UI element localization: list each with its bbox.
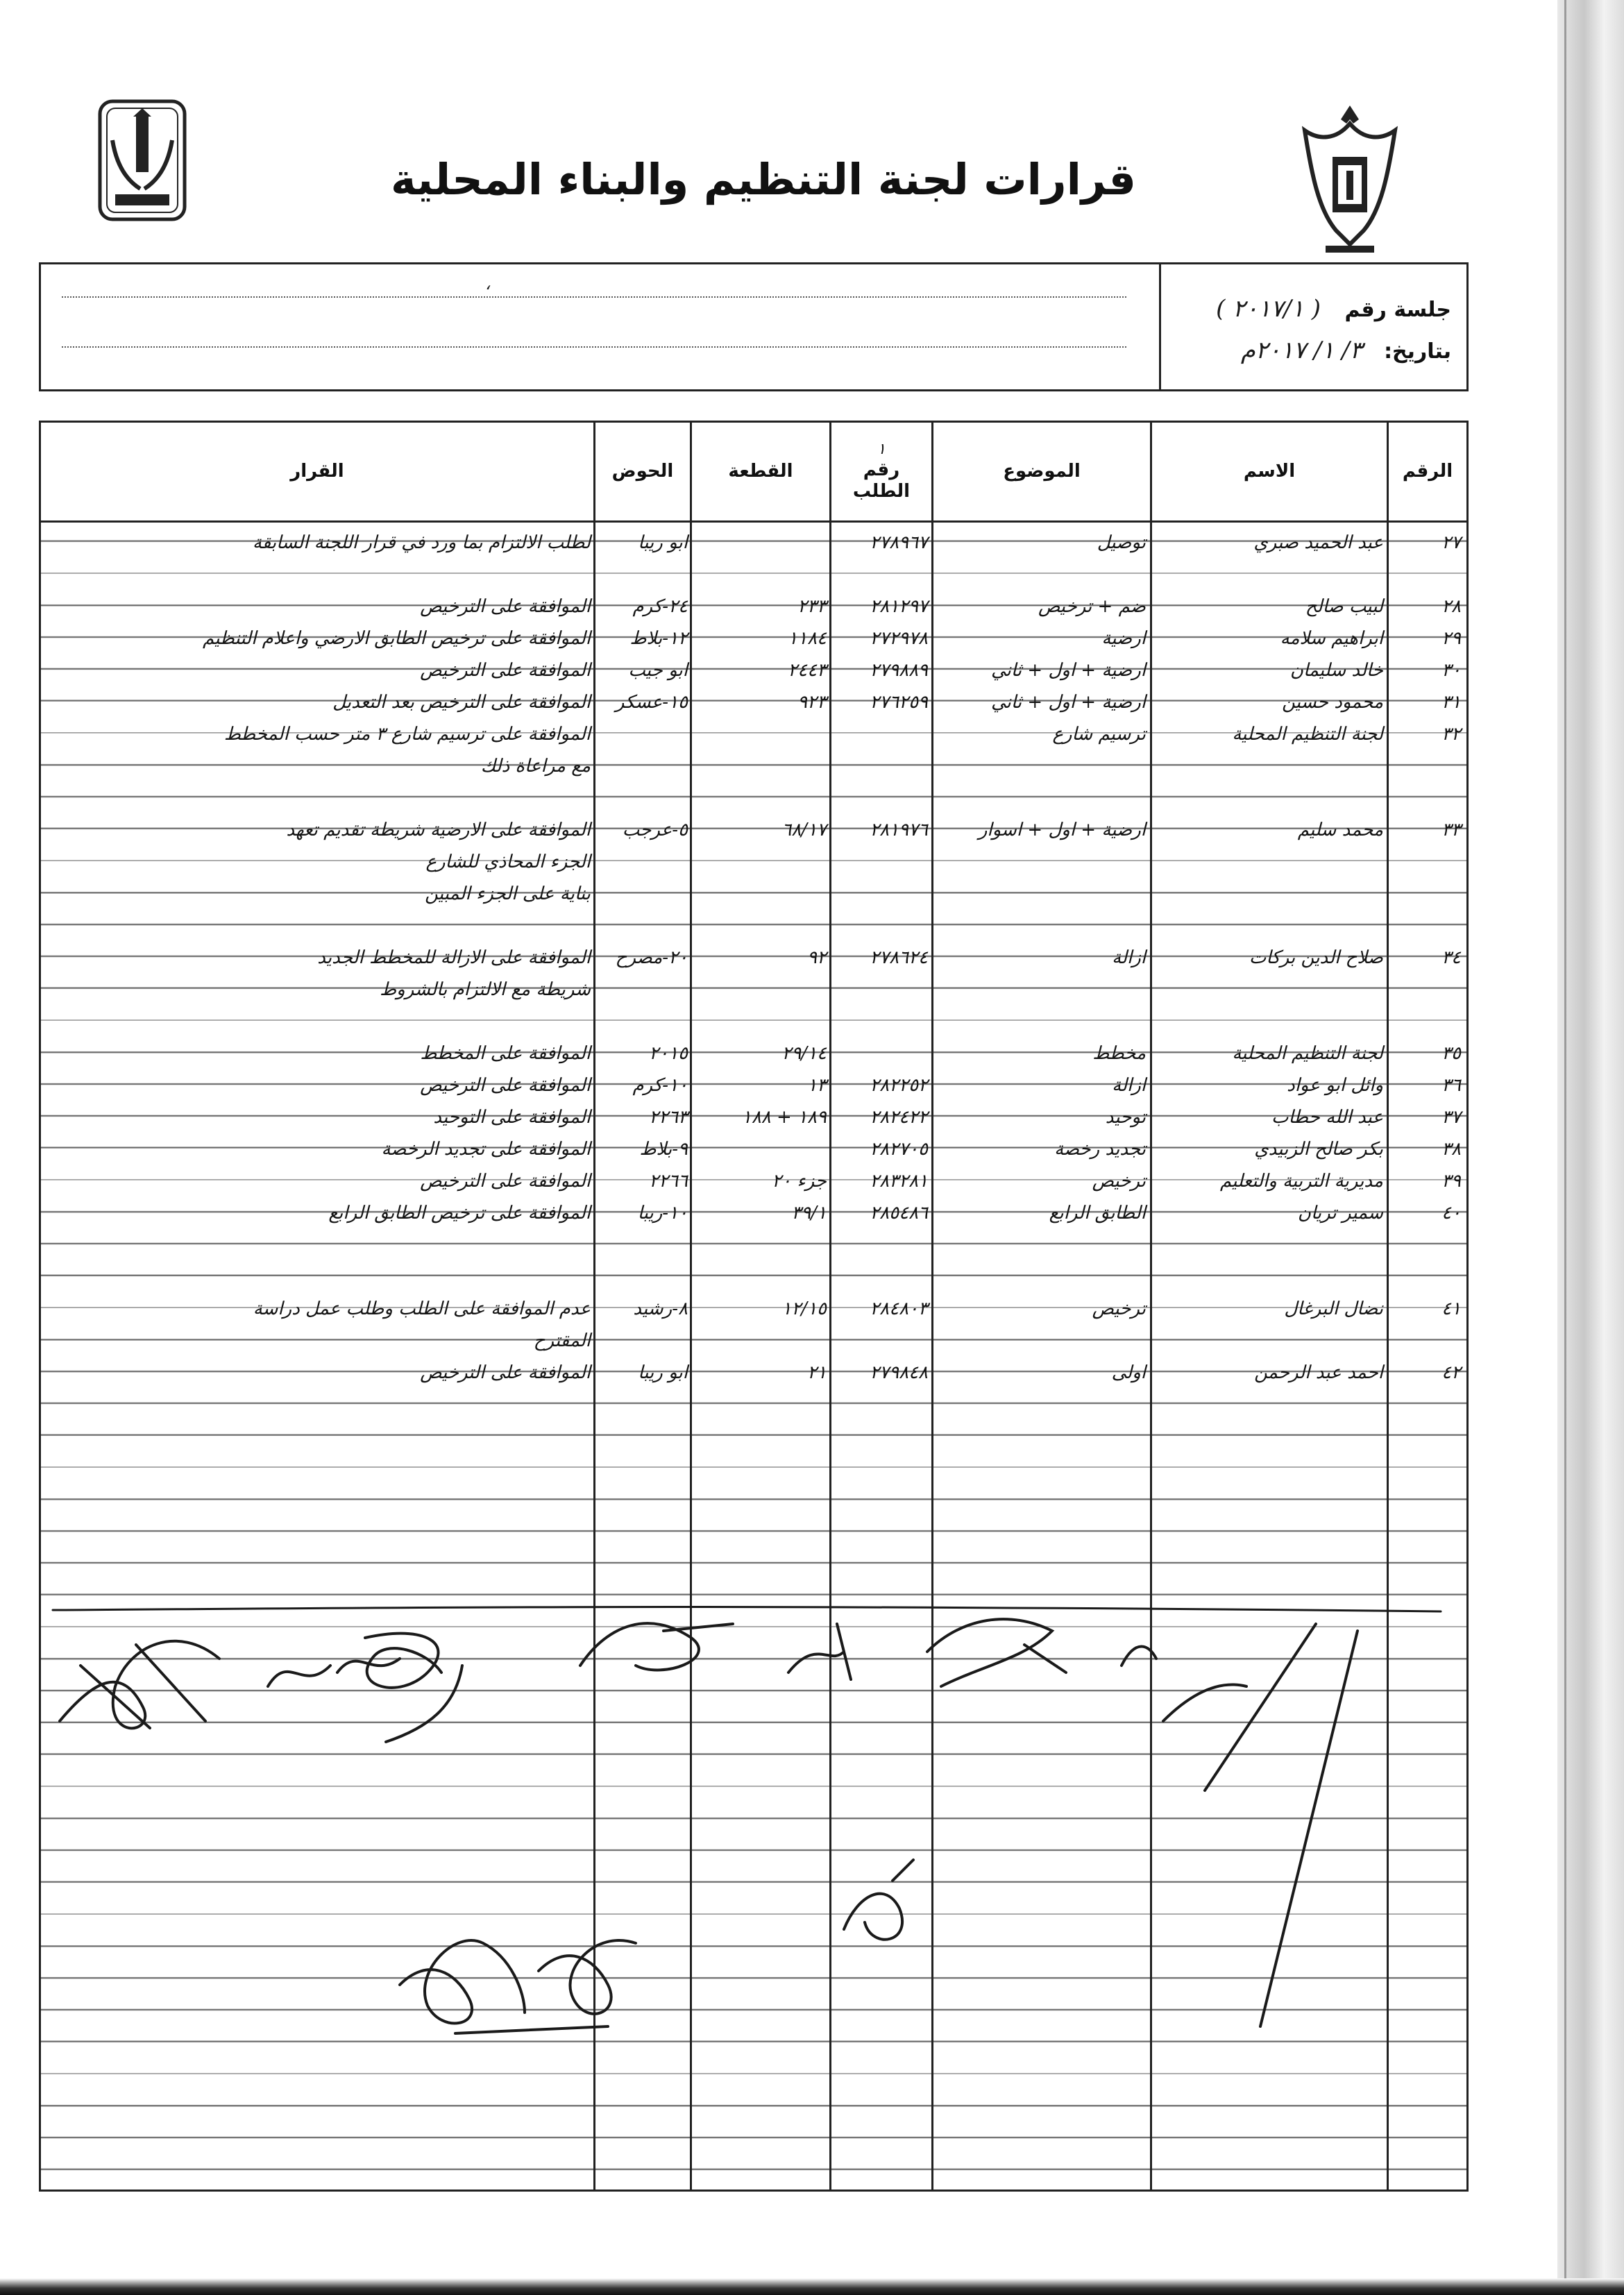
cell-request-no: ٢٨٣٢٨١ [870,1171,928,1192]
cell-number: ٣١ [1441,692,1461,713]
column-header-decision: القرار [290,460,344,482]
cell-decision: شريطة مع الالتزام بالشروط [380,979,591,1000]
cell-request-no: ٢٨١٩٧٦ [870,820,928,840]
cell-number: ٤٢ [1441,1362,1461,1383]
cell-decision: لطلب الالتزام بما ورد في قرار اللجنة السابقة [252,532,591,553]
cell-parcel: ١٨٩ + ١٨٨ [741,1107,827,1128]
cell-number: ٣٩ [1441,1171,1461,1192]
cell-name: خالد سليمان [1289,660,1383,681]
cell-basin: ٥-عرجب [622,820,688,840]
cell-decision: الموافقة على ترخيص الطابق الارضي واعلام التنظيم [203,628,591,649]
cell-name: احمد عبد الرحمن [1254,1362,1383,1383]
eagle-emblem-icon [1298,99,1402,258]
table-row [41,1229,1466,1261]
cell-subject: ترخيص [1092,1298,1146,1319]
table-row [41,1165,1466,1197]
table-row [41,1069,1466,1101]
cell-decision: الموافقة على ترخيص الطابق الرابع [328,1203,591,1223]
table-row [41,1261,1466,1293]
cell-number: ٢٩ [1441,628,1461,649]
table-row [41,750,1466,782]
cell-number: ٣٨ [1441,1139,1461,1160]
cell-name: عبد الحميد صبري [1253,532,1383,553]
cell-name: صلاح الدين بركات [1249,947,1383,968]
cell-name: لبيب صالح [1305,596,1383,617]
cell-decision: الموافقة على الارضية شريطة تقديم تعهد [286,820,591,840]
table-row [41,782,1466,814]
cell-request-no: ٢٨٢٤٢٢ [870,1107,928,1128]
session-label: جلسة رقم [1344,298,1451,322]
column-header-basin: الحوض [611,460,674,482]
cell-decision: الجزء المحاذي للشارع [425,852,591,872]
cell-number: ٣٦ [1441,1075,1461,1096]
cell-parcel: ٢٤٤٣ [788,660,827,681]
cell-decision: المقترح [533,1330,591,1351]
table-row [41,654,1466,686]
cell-parcel: جزء ٢٠ [772,1171,827,1192]
column-header-parcel: القطعة [728,460,793,482]
cell-number: ٣٠ [1441,660,1461,681]
cell-decision: الموافقة على المخطط [420,1043,591,1064]
session-number: ( ٢٠١٧/١ ) [1216,295,1321,323]
cell-request-no: ٢٨٢٢٥٢ [870,1075,928,1096]
cell-basin: ٢٠-مصرح [615,947,688,968]
cell-subject: ضم + ترخيص [1038,596,1146,617]
cell-basin: ابو جيب [628,660,688,681]
cell-basin: ابو ريبا [638,532,688,553]
cell-name: نضال البرغال [1284,1298,1383,1319]
cell-name: مديرية التربية والتعليم [1219,1171,1383,1192]
table-row [41,1101,1466,1133]
cell-request-no: ٢٧٦٢٥٩ [870,692,928,713]
cell-parcel: ٢١ [807,1362,827,1383]
cell-subject: توصيل [1097,532,1146,553]
session-date: ٣/ ١/ ٢٠١٧م [1240,337,1362,364]
municipality-emblem-icon [97,99,187,222]
table-row [41,1197,1466,1229]
cell-name: محمود حسين [1282,692,1383,713]
cell-name: لجنة التنظيم المحلية [1232,1043,1383,1064]
cell-number: ٣٥ [1441,1043,1461,1064]
cell-subject: ارضية [1101,628,1146,649]
cell-name: محمد سليم [1297,820,1383,840]
cell-decision: الموافقة على الترخيص [420,1075,591,1096]
table-row [41,974,1466,1006]
cell-name: لجنة التنظيم المحلية [1232,724,1383,745]
cell-subject: ارضية + اول + اسوار [978,820,1146,840]
cell-basin: ١٢-بلاط [629,628,688,649]
cell-subject: ترخيص [1092,1171,1146,1192]
cell-number: ٣٧ [1441,1107,1461,1128]
cell-name: سمير تريان [1297,1203,1383,1223]
table-row [41,591,1466,623]
cell-name: بكر صالح الزبيدي [1254,1139,1383,1160]
cell-basin: ٩-بلاط [639,1139,688,1160]
cell-parcel: ٩٢ [807,947,827,968]
cell-number: ٣٤ [1441,947,1461,968]
cell-parcel: ٣٩/١ [791,1203,827,1223]
cell-decision: الموافقة على الترخيص بعد التعديل [332,692,591,713]
column-header-number: الرقم [1402,460,1453,482]
dotted-line [62,296,1126,298]
table-row [41,1133,1466,1165]
table-row [41,686,1466,718]
cell-parcel: ٢٣٣ [797,596,827,617]
cell-decision: بناية على الجزء المبين [425,883,591,904]
cell-basin: ٨-رشيد [633,1298,688,1319]
cell-request-no: ٢٧٩٨٤٨ [870,1362,928,1383]
cell-basin: ٢٠١٥ [649,1043,688,1064]
cell-parcel: ٩٢٣ [797,692,827,713]
table-row [41,942,1466,974]
cell-name: وائل ابو عواد [1287,1075,1383,1096]
table-row [41,1293,1466,1325]
header-mark: ، [485,274,491,294]
cell-basin: ١٠-كرم [632,1075,688,1096]
cell-decision: مع مراعاة ذلك [480,756,591,777]
cell-decision: الموافقة على تجديد الرخصة [381,1139,591,1160]
column-header-name: الاسم [1243,460,1296,482]
column-header-subject: الموضوع [1003,460,1081,482]
date-label: بتاريخ: [1384,339,1451,364]
cell-parcel: ١٢/١٥ [781,1298,827,1319]
table-row [41,1038,1466,1069]
cell-request-no: ٢٧٨٩٦٧ [870,532,928,553]
column-header-request-no [831,423,931,520]
cell-request-no: ٢٨٢٧٠٥ [870,1139,928,1160]
table-row [41,910,1466,942]
cell-name: ابراهيم سلامه [1280,628,1383,649]
cell-request-no: ٢٨٤٨٠٣ [870,1298,928,1319]
cell-basin: ١٥-عسكر [615,692,688,713]
cell-parcel: ١٣ [807,1075,827,1096]
cell-subject: ازالة [1112,947,1146,968]
table-row [41,878,1466,910]
cell-number: ٢٧ [1441,532,1461,553]
signatures-image [39,1582,1469,2082]
cell-subject: اولى [1111,1362,1146,1383]
header-divider [1159,264,1161,389]
cell-parcel: ٢٩/١٤ [781,1043,827,1064]
table-row [41,559,1466,591]
scan-bottom-edge [0,2278,1624,2295]
cell-decision: عدم الموافقة على الطلب وطلب عمل دراسة [253,1298,591,1319]
cell-number: ٣٢ [1441,724,1461,745]
table-row [41,527,1466,559]
cell-basin: ابو ريبا [638,1362,688,1383]
cell-decision: الموافقة على الترخيص [420,596,591,617]
table-row [41,1325,1466,1357]
page-edge [1557,0,1624,2295]
table-row [41,814,1466,846]
dotted-line [62,346,1126,348]
cell-basin: ١٠-ريبا [637,1203,688,1223]
cell-request-no: ٢٨١٢٩٧ [870,596,928,617]
cell-subject: الطابق الرابع [1049,1203,1146,1223]
cell-parcel: ٦٨/١٧ [781,820,827,840]
table-row [41,623,1466,654]
cell-number: ٤٠ [1441,1203,1461,1223]
request-no-mark: ١ [877,441,886,459]
document-title: قرارات لجنة التنظيم والبناء المحلية [390,154,1136,205]
table-row [41,846,1466,878]
cell-subject: تجديد رخصة [1054,1139,1146,1160]
cell-decision: الموافقة على التوحيد [433,1107,591,1128]
cell-subject: توحيد [1105,1107,1146,1128]
cell-decision: الموافقة على الترخيص [420,1362,591,1383]
cell-request-no: ٢٧٩٨٨٩ [870,660,928,681]
cell-name: عبد الله حطاب [1271,1107,1383,1128]
cell-subject: مخطط [1092,1043,1146,1064]
table-header [41,423,1466,523]
cell-subject: ارضية + اول + ثاني [990,692,1146,713]
cell-parcel: ١١٨٤ [788,628,827,649]
cell-basin: ٢٢٦٣ [649,1107,688,1128]
session-header [39,262,1469,391]
cell-subject: ارضية + اول + ثاني [990,660,1146,681]
cell-decision: الموافقة على الترخيص [420,1171,591,1192]
cell-basin: ٢٤-كرم [632,596,688,617]
cell-decision: الموافقة على ترسيم شارع ٣ متر حسب المخطط [223,724,591,745]
cell-number: ٣٣ [1441,820,1461,840]
column-header-request-no-label: رقم الطلب [852,459,911,502]
cell-request-no: ٢٨٥٤٨٦ [870,1203,928,1223]
cell-basin: ٢٢٦٦ [649,1171,688,1192]
cell-number: ٢٨ [1441,596,1461,617]
table-row [41,1357,1466,1389]
cell-decision: الموافقة على الازالة للمخطط الجديد [317,947,591,968]
cell-number: ٤١ [1441,1298,1461,1319]
cell-subject: ازالة [1112,1075,1146,1096]
cell-request-no: ٢٧٨٦٢٤ [870,947,928,968]
table-row [41,1006,1466,1038]
cell-subject: ترسيم شارع [1052,724,1146,745]
table-row [41,718,1466,750]
cell-request-no: ٢٧٢٩٧٨ [870,628,928,649]
cell-decision: الموافقة على الترخيص [420,660,591,681]
